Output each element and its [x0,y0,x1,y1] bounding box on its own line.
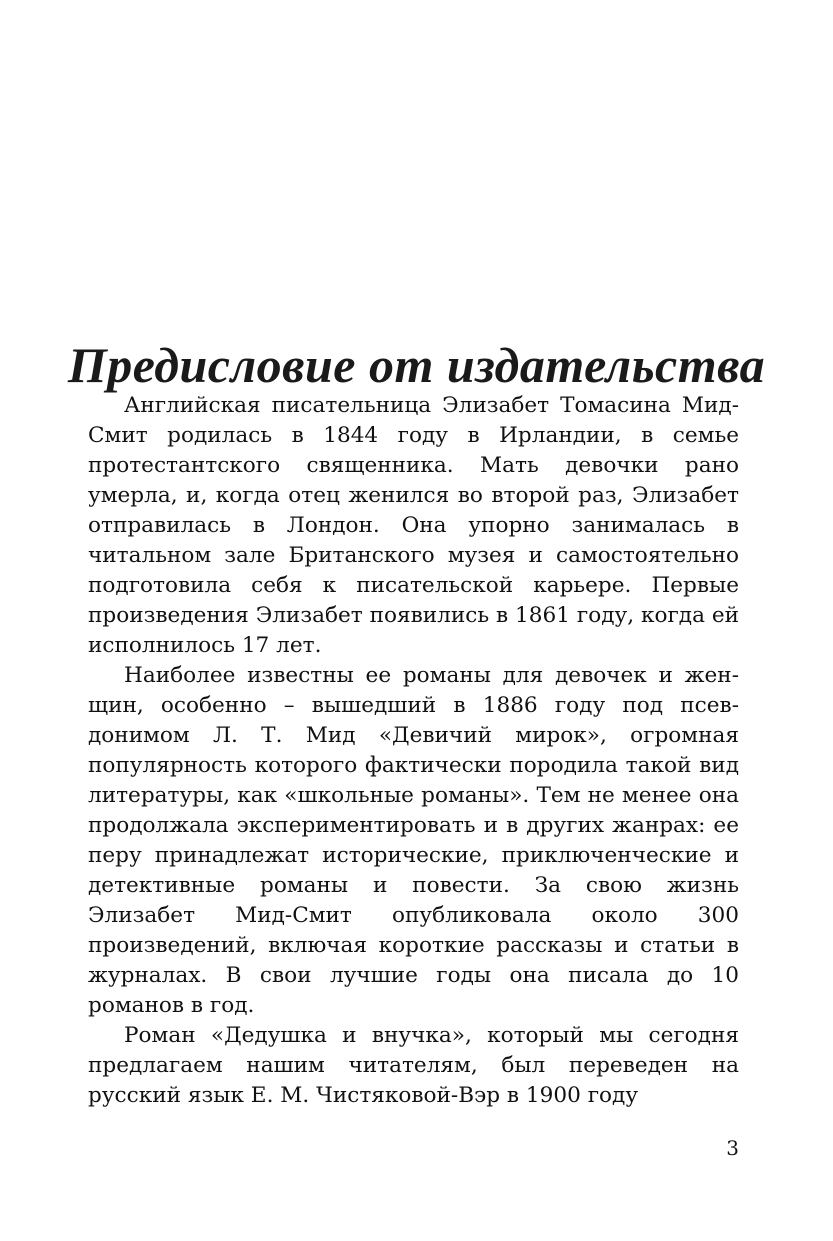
paragraph: Роман «Дедушка и внучка», который мы сегодня предлагаем нашим читателям, был переведен на русский язык Е. М. Чистяковой-Вэр в 1900 году [88,1023,739,1108]
paragraph: Английская писательница Элизабет Томасина Мид-Смит родилась в 1844 году в Ирландии, в семье протестантского священника. Мать девочки рано умерла, и, когда отец женился во второй раз, Элизабет отправилась в Лондон. Она упорно занималась в читальном зале Британского музея и самостоятельно подготовила себя к писательской карьере. Первые произведения Элизабет появились в 1861 году, когда ей исполнилось 17 лет. [88,393,739,658]
page-number: 3 [726,1136,739,1160]
body-text [88,391,739,1111]
page-title: Предисловие от издательства [67,336,766,393]
paragraph: Наиболее известны ее романы для девочек и женщин, особенно – вышедший в 1886 году под псевдонимом Л. Т. Мид «Девичий мирок», огромная популярность которого фактически породила такой вид литературы, как «школьные романы». Тем не менее она продолжала экспериментировать и в других жанрах: ее перу принадлежат исторические, приключенческие и детективные романы и повести. За свою жизнь Элизабет Мид-Смит опубликовала около 300 произведений, включая короткие рассказы и статьи в журналах. В свои лучшие годы она писала до 10 романов в год. [88,663,739,1018]
